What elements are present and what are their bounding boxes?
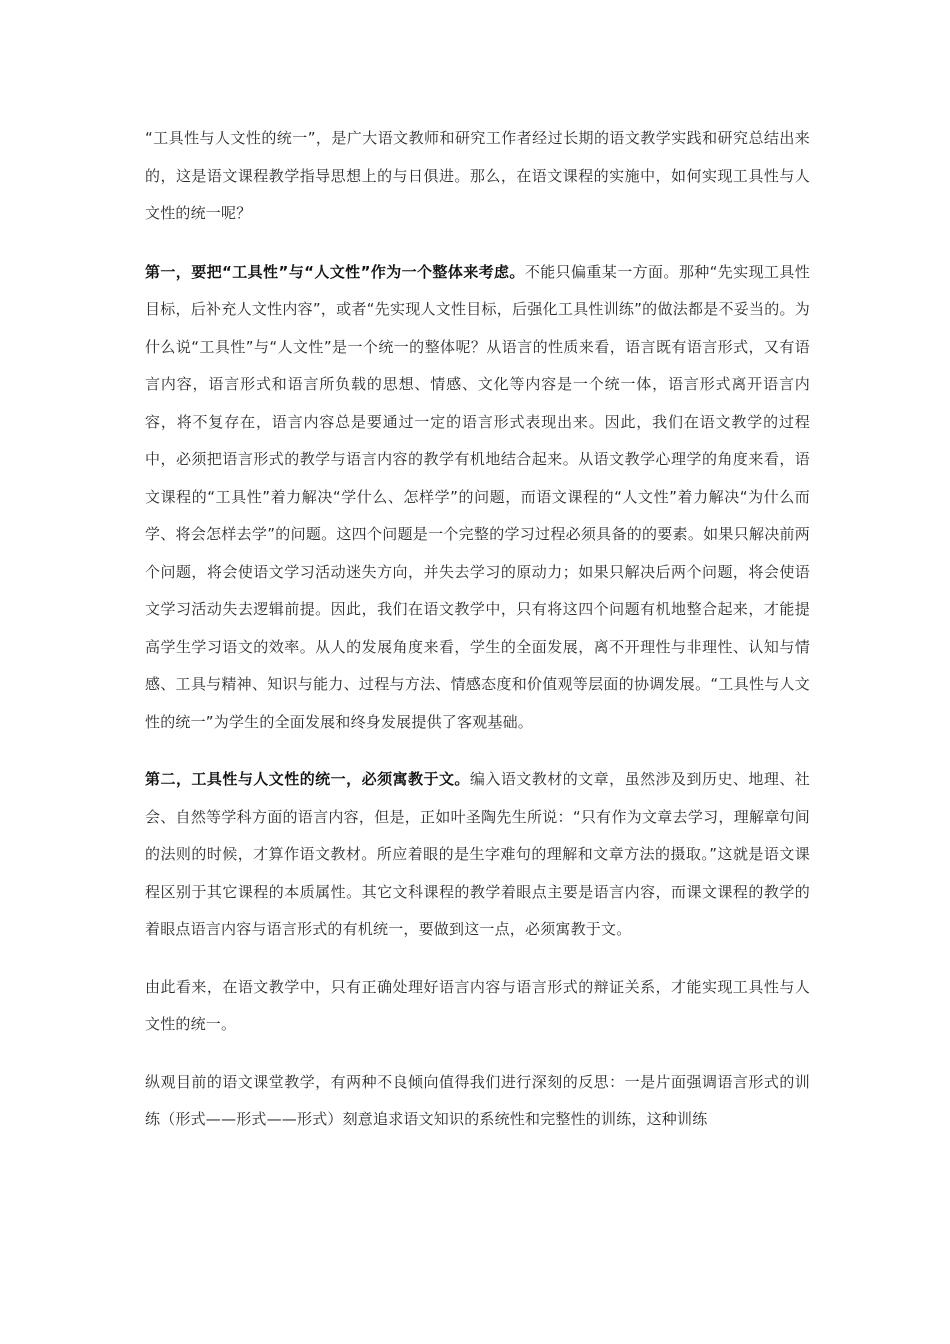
paragraph-point-two — [145, 761, 810, 949]
paragraph-text: “工具性与人文性的统一”，是广大语文教师和研究工作者经过长期的语文教学实践和研究总结出来的，这是语文课程教学指导思想上的与日俱进。那么，在语文课程的实施中，如何实现工具性与人文性的统一呢？ — [145, 129, 810, 222]
paragraph-text: 编入语文教材的文章，虽然涉及到历史、地理、社会、自然等学科方面的语言内容，但是，正如叶圣陶先生所说：“只有作为文章去学习，理解章句间的法则的时候，才算作语文教材。所应着眼的是生字难句的理解和文章方法的摄取。”这就是语文课程区别于其它课程的本质属性。其它文科课程的教学着眼点主要是语言内容，而课文课程的教学的着眼点语言内容与语言形式的有机统一，要做到这一点，必须寓教于文。 — [145, 770, 811, 938]
paragraph-point-one — [145, 254, 810, 742]
paragraph-lead: 第一，要把“工具性”与“人文性”作为一个整体来考虑。 — [145, 262, 525, 281]
paragraph-text: 由此看来，在语文教学中，只有正确处理好语言内容与语言形式的辩证关系，才能实现工具性与人文性的统一。 — [145, 977, 810, 1033]
paragraph-text: 不能只偏重某一方面。那种“先实现工具性目标，后补充人文性内容”，或者“先实现人文性目标，后强化工具性训练”的做法都是不妥当的。为什么说“工具性”与“人文性”是一个统一的整体呢？从语言的性质来看，语言既有语言形式，又有语言内容，语言形式和语言所负载的思想、情感、文化等内容是一个统一体，语言形式离开语言内容，将不复存在，语言内容总是要通过一定的语言形式表现出来。因此，我们在语文教学的过程中，必须把语言形式的教学与语言内容的教学有机地结合起来。从语文教学心理学的角度来看，语文课程的“工具性”着力解决“学什么、怎样学”的问题，而语文课程的“人文性”着力解决“为什么而学、将会怎样去学”的问题。这四个问题是一个完整的学习过程必须具备的的要素。如果只解决前两个问题，将会使语文学习活动迷失方向，并失去学习的原动力；如果只解决后两个问题，将会使语文学习活动失去逻辑前提。因此，我们在语文教学中，只有将这四个问题有机地整合起来，才能提高学生学习语文的效率。从人的发展角度来看，学生的全面发展，离不开理性与非理性、认知与情感、工具与精神、知识与能力、过程与方法、情感态度和价值观等层面的协调发展。“工具性与人文性的统一”为学生的全面发展和终身发展提供了客观基础。 — [145, 262, 810, 731]
paragraph-reflection — [145, 1064, 810, 1139]
paragraph-lead: 第二，工具性与人文性的统一，必须寓教于文。 — [145, 770, 470, 788]
document-body — [145, 120, 810, 1158]
paragraph-intro — [145, 120, 810, 233]
paragraph-conclusion — [145, 969, 810, 1044]
paragraph-text: 纵观目前的语文课堂教学，有两种不良倾向值得我们进行深刻的反思：一是片面强调语言形式的训练（形式——形式——形式）刻意追求语文知识的系统性和完整性的训练，这种训练 — [145, 1072, 810, 1128]
